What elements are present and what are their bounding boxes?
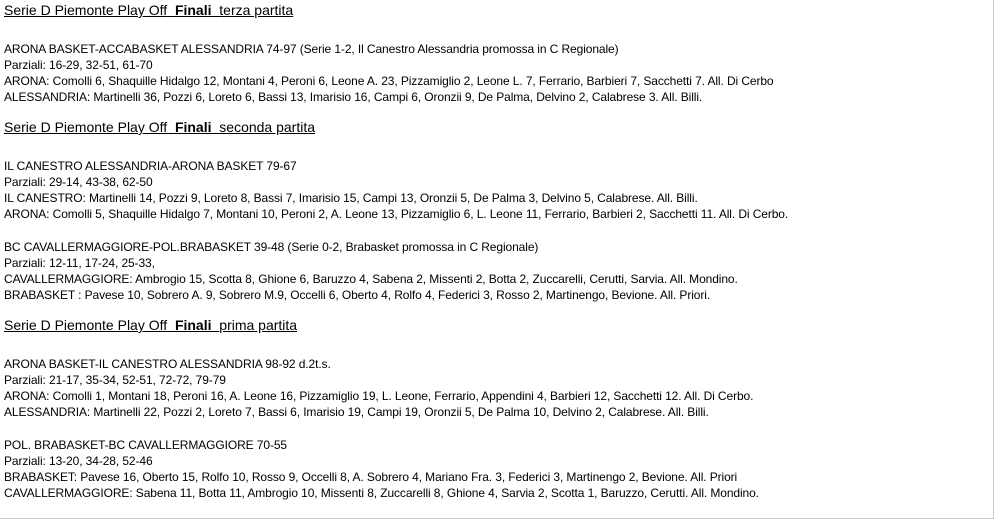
heading-prefix: Serie D Piemonte Play Off <box>4 2 168 18</box>
heading-suffix: prima partita <box>219 317 298 333</box>
game-partials: Parziali: 21-17, 35-34, 52-51, 72-72, 79-79 <box>4 373 226 387</box>
game-team-line: ARONA: Comolli 1, Montani 18, Peroni 16, A. Leone 16, Pizzamiglio 19, L. Leone, Ferrario, Appendini 4, Barbieri 12, Sacchetti 12. All. Di Cerbo. <box>4 389 754 403</box>
game-block <box>4 41 989 105</box>
heading-bold: Finali <box>174 2 212 18</box>
game-partials: Parziali: 29-14, 43-38, 62-50 <box>4 175 153 189</box>
heading-prefix: Serie D Piemonte Play Off <box>4 119 168 135</box>
game-team-line: ALESSANDRIA: Martinelli 22, Pozzi 2, Loreto 7, Bassi 6, Imarisio 19, Campi 19, Oronzii 5, De Palma 10, Delvino 2, Calabrese. All. Billi. <box>4 405 709 419</box>
results-document <box>4 2 989 501</box>
game-block <box>4 437 989 501</box>
game-title: IL CANESTRO ALESSANDRIA-ARONA BASKET 79-67 <box>4 159 297 173</box>
game-title: ARONA BASKET-ACCABASKET ALESSANDRIA 74-97 (Serie 1-2, Il Canestro Alessandria promossa in C Regionale) <box>4 42 619 56</box>
game-title: BC CAVALLERMAGGIORE-POL.BRABASKET 39-48 (Serie 0-2, Brabasket promossa in C Regionale) <box>4 240 539 254</box>
heading-bold: Finali <box>174 119 212 135</box>
section-heading-prima-partita <box>4 317 989 334</box>
game-team-line: CAVALLERMAGGIORE: Sabena 11, Botta 11, Ambrogio 10, Missenti 8, Zuccarelli 8, Ghione 4, Sarvia 2, Scotta 1, Baruzzo, Cerutti. All. Mondino. <box>4 486 759 500</box>
game-team-line: ALESSANDRIA: Martinelli 36, Pozzi 6, Loreto 6, Bassi 13, Imarisio 16, Campi 6, Oronzii 9, De Palma, Delvino 2, Calabrese 3. All. Billi. <box>4 90 703 104</box>
heading-prefix: Serie D Piemonte Play Off <box>4 317 168 333</box>
game-partials: Parziali: 12-11, 17-24, 25-33, <box>4 256 155 270</box>
game-team-line: BRABASKET : Pavese 10, Sobrero A. 9, Sobrero M.9, Occelli 6, Oberto 4, Rolfo 4, Federici 3, Rosso 2, Martinengo, Bevione. All. Priori. <box>4 288 711 302</box>
section-heading-terza-partita <box>4 2 989 19</box>
game-title: POL. BRABASKET-BC CAVALLERMAGGIORE 70-55 <box>4 438 287 452</box>
game-block <box>4 239 989 303</box>
game-title: ARONA BASKET-IL CANESTRO ALESSANDRIA 98-92 d.2t.s. <box>4 357 331 371</box>
game-partials: Parziali: 13-20, 34-28, 52-46 <box>4 454 153 468</box>
section-heading-seconda-partita <box>4 119 989 136</box>
game-team-line: BRABASKET: Pavese 16, Oberto 15, Rolfo 10, Rosso 9, Occelli 8, A. Sobrero 4, Mariano Fra. 3, Federici 3, Martinengo 2, Bevione. All. Priori <box>4 470 738 484</box>
heading-bold: Finali <box>174 317 212 333</box>
game-block <box>4 356 989 420</box>
game-block <box>4 158 989 222</box>
game-team-line: CAVALLERMAGGIORE: Ambrogio 15, Scotta 8, Ghione 6, Baruzzo 4, Sabena 2, Missenti 2, Botta 2, Zuccarelli, Cerutti, Sarvia. All. Mondino. <box>4 272 738 286</box>
game-team-line: ARONA: Comolli 5, Shaquille Hidalgo 7, Montani 10, Peroni 2, A. Leone 13, Pizzamiglio 6, L. Leone 11, Ferrario, Barbieri 2, Sacchetti 11. All. Di Cerbo. <box>4 207 789 221</box>
game-team-line: IL CANESTRO: Martinelli 14, Pozzi 9, Loreto 8, Bassi 7, Imarisio 15, Campi 13, Oronzii 5, De Palma 3, Delvino 5, Calabrese. All. Billi. <box>4 191 698 205</box>
heading-suffix: seconda partita <box>219 119 316 135</box>
game-partials: Parziali: 16-29, 32-51, 61-70 <box>4 58 153 72</box>
heading-suffix: terza partita <box>219 2 294 18</box>
game-team-line: ARONA: Comolli 6, Shaquille Hidalgo 12, Montani 4, Peroni 6, Leone A. 23, Pizzamiglio 2, Leone L. 7, Ferrario, Barbieri 7, Sacchetti 7. All. Di Cerbo <box>4 74 774 88</box>
